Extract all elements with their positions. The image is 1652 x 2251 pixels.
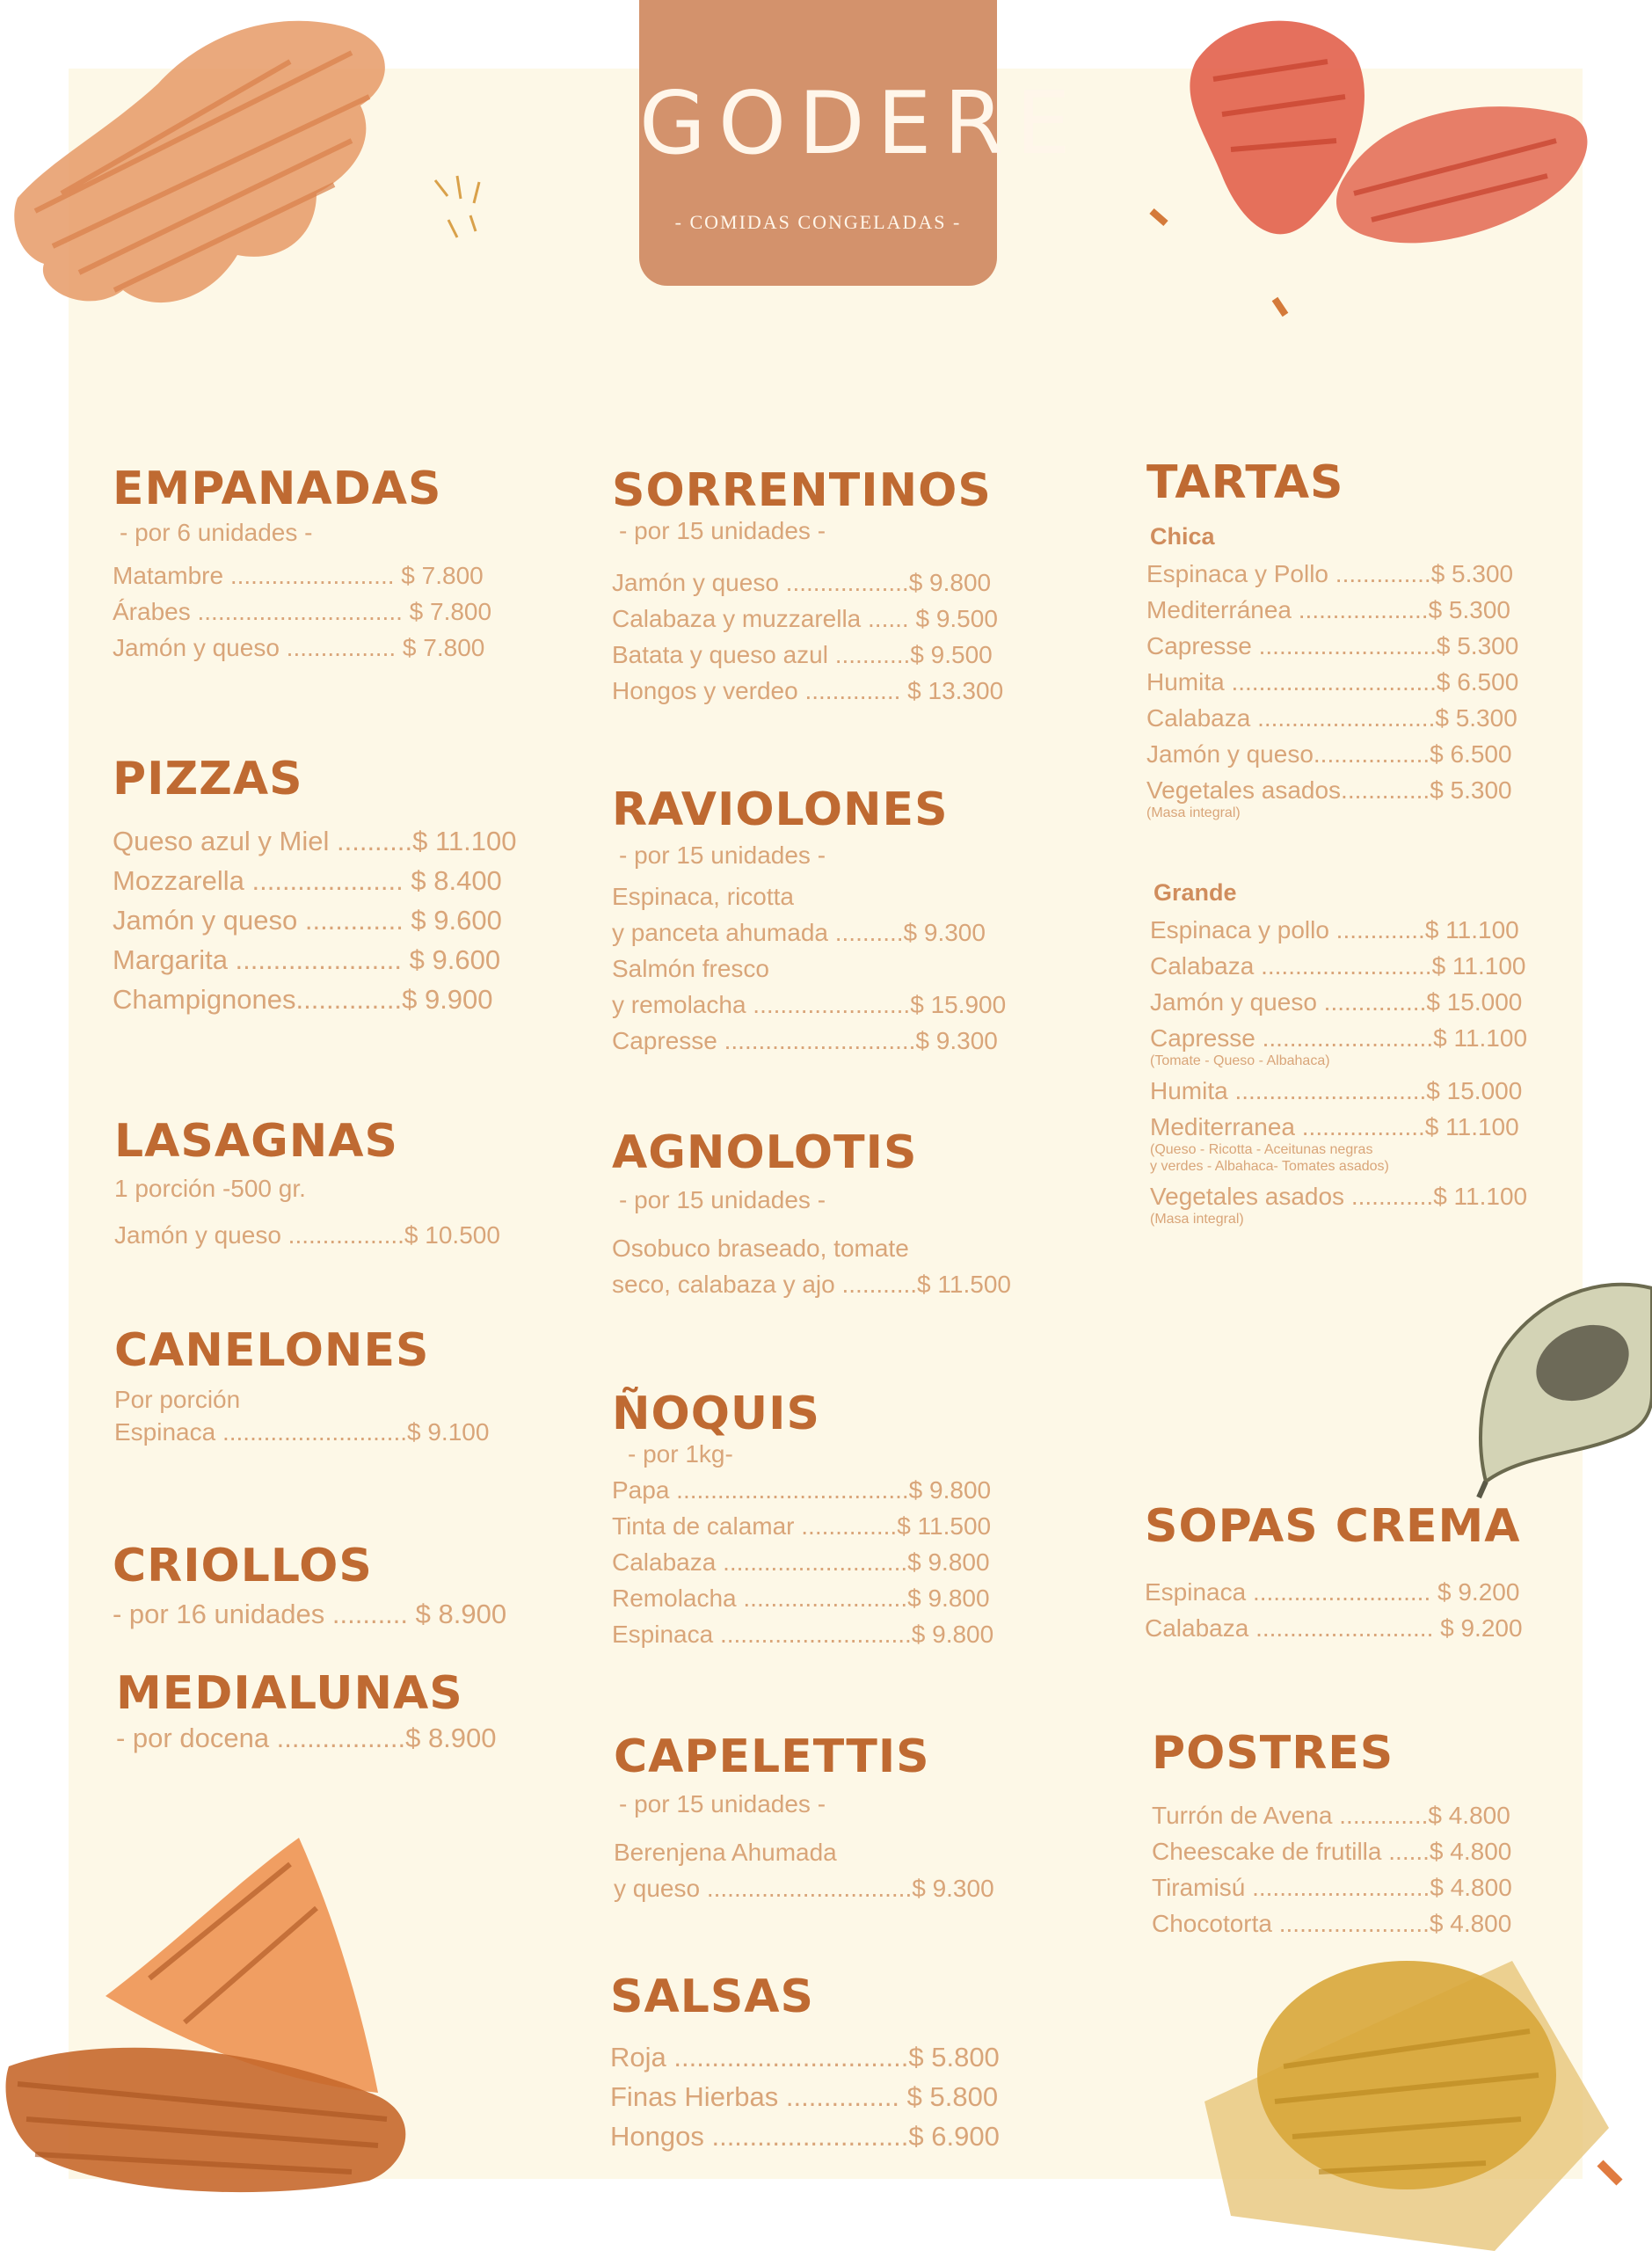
menu-item: Calabaza ...........................$ 9.800 (612, 1548, 990, 1576)
section-medialunas (116, 1667, 497, 1758)
menu-item: Mozzarella .................... $ 8.400 (113, 865, 502, 896)
menu-item: Humita ............................$ 15.000 (1150, 1077, 1523, 1104)
menu-item: Salmón fresco (612, 955, 769, 982)
menu-item: Capresse .........................$ 11.100 (1150, 1024, 1528, 1052)
item-list (116, 1718, 497, 1758)
section-agnolotis (612, 1126, 1011, 1302)
item-list (612, 1230, 1011, 1302)
menu-item: Chocotorta ......................$ 4.800 (1152, 1910, 1512, 1937)
section-title: CRIOLLOS (113, 1540, 373, 1592)
item-list (1145, 1574, 1523, 1646)
section-title: TARTAS (1146, 456, 1344, 509)
item-list (1150, 912, 1527, 1227)
menu-item: Finas Hierbas ............... $ 5.800 (610, 2081, 999, 2112)
item-list (612, 565, 1003, 709)
menu-item: Hongos y verdeo .............. $ 13.300 (612, 677, 1004, 704)
item-list (614, 1834, 994, 1906)
section-title: MEDIALUNAS (116, 1667, 463, 1720)
menu-item: seco, calabaza y ajo ...........$ 11.500 (612, 1271, 1011, 1298)
item-list (1146, 556, 1527, 821)
section-canelones (114, 1324, 490, 1450)
menu-item: Jamón y queso ...............$ 15.000 (1150, 988, 1523, 1016)
section-note: - por 15 unidades - (619, 841, 826, 869)
menu-item: Calabaza ..........................$ 5.300 (1146, 704, 1517, 732)
menu-item: Jamón y queso.................$ 6.500 (1146, 740, 1512, 768)
menu-item: Espinaca ............................$ 9.800 (612, 1621, 994, 1648)
brand-tagline: - COMIDAS CONGELADAS - (674, 211, 962, 233)
menu-item: y panceta ahumada ..........$ 9.300 (612, 919, 986, 946)
menu-item-note: (Queso - Ricotta - Aceitunas negras y verdes - Albahaca- Tomates asados) (1150, 1142, 1389, 1174)
section-title: SORRENTINOS (612, 464, 992, 517)
section-tartas (1146, 456, 1528, 1231)
section-title: CAPELETTIS (614, 1730, 930, 1783)
menu-item: Osobuco braseado, tomate (612, 1235, 909, 1262)
menu-item: Espinaca, ricotta (612, 883, 794, 910)
section-title: AGNOLOTIS (612, 1126, 918, 1179)
section-empanadas (113, 463, 492, 666)
menu-item: Espinaca y Pollo ..............$ 5.300 (1146, 560, 1514, 587)
menu-item: Mediterránea ...................$ 5.300 (1146, 596, 1510, 623)
menu-item: - por 16 unidades .......... $ 8.900 (113, 1599, 507, 1629)
menu-item: Capresse ..........................$ 5.300 (1146, 632, 1519, 659)
brand-logo (639, 0, 1083, 286)
section-sorrentinos (612, 464, 1004, 709)
section-note: - por 1kg- (628, 1440, 733, 1468)
menu-item: Espinaca y pollo .............$ 11.100 (1150, 916, 1519, 943)
menu-item: Berenjena Ahumada (614, 1839, 837, 1866)
menu-item: Capresse ............................$ 9.300 (612, 1027, 998, 1054)
section-postres (1152, 1727, 1512, 1941)
section-title: EMPANADAS (113, 463, 442, 515)
section-pizzas (113, 753, 517, 1019)
menu-item: Hongos ..........................$ 6.900 (610, 2121, 1000, 2152)
menu-item: Tiramisú ..........................$ 4.800 (1152, 1874, 1512, 1901)
menu-item: Jamón y queso .................$ 10.500 (114, 1221, 500, 1249)
section-capelettis (614, 1730, 994, 1906)
item-list (113, 1594, 506, 1634)
item-list (113, 557, 491, 666)
section-noquis (612, 1388, 994, 1652)
tartas-grande-label: Grande (1153, 879, 1237, 906)
section-criollos (113, 1540, 507, 1634)
section-salsas (610, 1971, 1000, 2156)
sketch-bread-icon (0, 0, 413, 325)
section-title: ÑOQUIS (612, 1388, 820, 1440)
menu-item: Mediterranea ..................$ 11.100 (1150, 1113, 1519, 1140)
menu-item: Calabaza y muzzarella ...... $ 9.500 (612, 605, 998, 632)
menu-item: y queso ..............................$ 9.300 (614, 1875, 994, 1902)
menu-item: Humita ..............................$ 6.500 (1146, 668, 1519, 696)
sketch-ravioli-icon (1196, 1926, 1652, 2251)
section-sopas (1145, 1500, 1523, 1646)
sketch-peppers-icon (1143, 0, 1609, 325)
menu-item: - por docena .................$ 8.900 (116, 1723, 497, 1753)
menu-item: Espinaca ...........................$ 9.100 (114, 1418, 490, 1446)
menu-item: Calabaza .........................$ 11.100 (1150, 952, 1526, 980)
section-title: RAVIOLONES (612, 783, 949, 836)
item-list (1152, 1797, 1512, 1941)
menu-item: Jamón y queso ................ $ 7.800 (113, 634, 485, 661)
section-title: LASAGNAS (114, 1115, 398, 1168)
section-note: - por 15 unidades - (619, 517, 826, 544)
section-title: CANELONES (114, 1324, 430, 1377)
section-note: 1 porción -500 gr. (114, 1175, 306, 1202)
sketch-avocado-icon (1468, 1279, 1652, 1499)
menu-item: Remolacha ........................$ 9.800 (612, 1584, 990, 1612)
menu-item: Árabes .............................. $ 7.800 (113, 598, 492, 625)
section-note: Por porción (114, 1386, 241, 1413)
section-title: POSTRES (1152, 1727, 1394, 1780)
section-title: SOPAS CREMA (1145, 1500, 1521, 1553)
menu-item-note: (Tomate - Queso - Albahaca) (1150, 1053, 1330, 1068)
menu-item-note: (Masa integral) (1150, 1212, 1244, 1227)
section-title: SALSAS (610, 1971, 814, 2023)
item-list (612, 1472, 993, 1652)
menu-item: Margarita ...................... $ 9.600 (113, 944, 501, 975)
tartas-chica-label: Chica (1150, 523, 1215, 550)
item-list (612, 878, 1006, 1059)
menu-item: Batata y queso azul ...........$ 9.500 (612, 641, 993, 668)
menu-item: Jamón y queso ..................$ 9.800 (612, 569, 992, 596)
menu-item: Queso azul y Miel ..........$ 11.100 (113, 826, 517, 856)
menu-item: Espinaca .......................... $ 9.200 (1145, 1578, 1520, 1606)
menu-item: Champignones..............$ 9.900 (113, 984, 493, 1015)
menu-item: Turrón de Avena .............$ 4.800 (1152, 1802, 1510, 1829)
menu-item: y remolacha .......................$ 15.900 (612, 991, 1007, 1018)
menu-item: Roja ...............................$ 5.800 (610, 2042, 1000, 2073)
menu-item: Tinta de calamar ..............$ 11.500 (612, 1512, 992, 1540)
item-list (610, 2037, 1000, 2156)
sparkle-marks (431, 171, 510, 251)
item-list (114, 1217, 500, 1253)
menu-item: Vegetales asados.............$ 5.300 (1146, 776, 1512, 804)
item-list (113, 821, 517, 1019)
section-lasagnas (114, 1115, 500, 1253)
section-note: - por 6 unidades - (120, 519, 313, 546)
item-list (114, 1414, 489, 1450)
section-note: - por 15 unidades - (619, 1790, 826, 1818)
menu-item: Cheescake de frutilla ......$ 4.800 (1152, 1838, 1512, 1865)
section-note: - por 15 unidades - (619, 1186, 826, 1213)
section-raviolones (612, 783, 1007, 1059)
menu-item: Matambre ........................ $ 7.800 (113, 562, 484, 589)
menu-item-note: (Masa integral) (1146, 805, 1241, 820)
sketch-empanadas-icon (0, 1829, 440, 2251)
menu-item: Calabaza .......................... $ 9.200 (1145, 1614, 1523, 1642)
menu-item: Jamón y queso ............. $ 9.600 (113, 905, 502, 936)
brand-name: GODERE (639, 74, 1083, 174)
menu-item: Vegetales asados ............$ 11.100 (1150, 1183, 1528, 1210)
section-title: PIZZAS (113, 753, 303, 805)
menu-item: Papa ..................................$ 9.800 (612, 1476, 992, 1504)
